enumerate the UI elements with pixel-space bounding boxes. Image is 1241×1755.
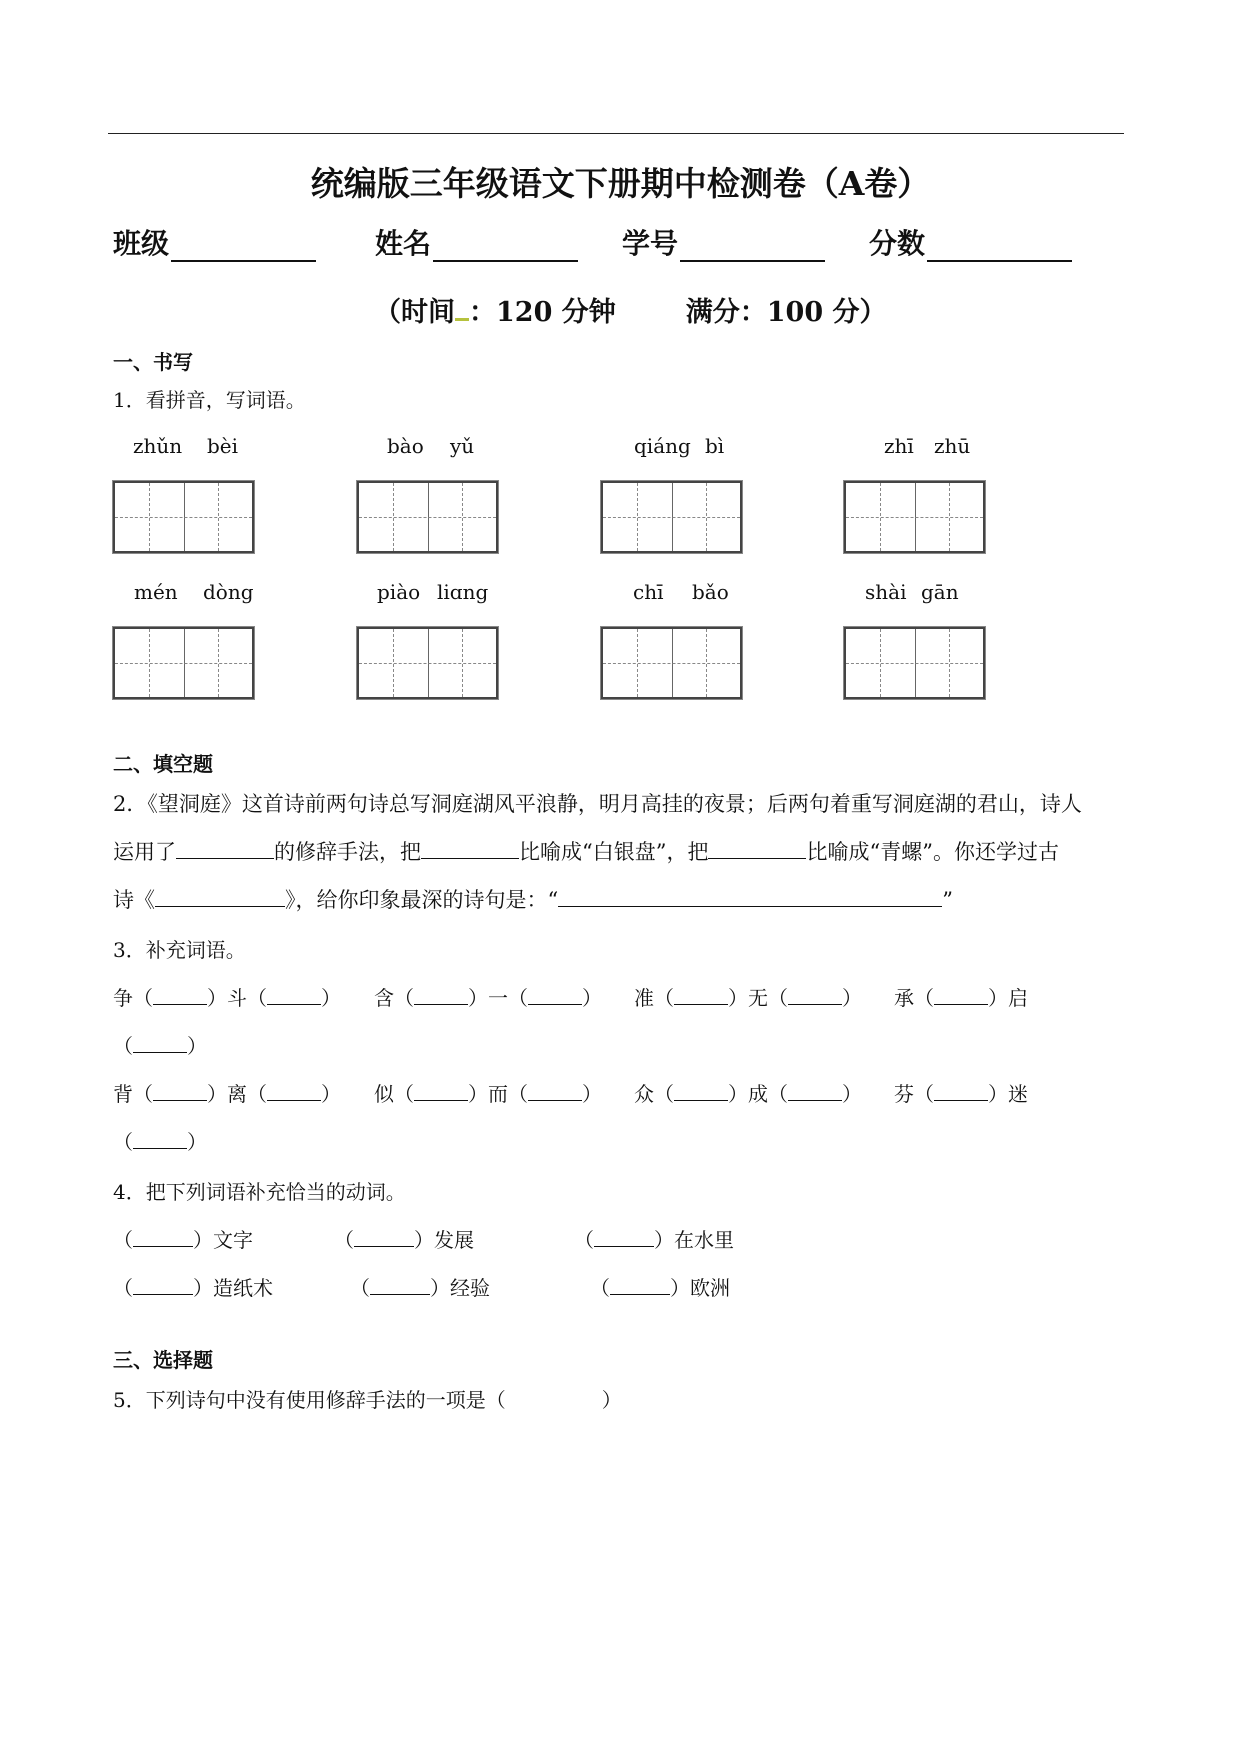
verb-item: （ ）在水里 <box>574 1228 734 1252</box>
section-choice-heading: 三、选择题 <box>113 1348 213 1372</box>
pinyin: zhǔn <box>133 434 183 458</box>
idiom-item: 准（ ）无（ ） <box>634 986 862 1010</box>
section-fill-blank-heading: 二、填空题 <box>113 752 213 776</box>
idiom-item: 背（ ）离（ ） <box>113 1082 341 1106</box>
answer-blank[interactable] <box>176 836 274 859</box>
writing-grid[interactable] <box>601 481 742 553</box>
verb-item: （ ）发展 <box>334 1228 474 1252</box>
writing-grid[interactable] <box>844 481 985 553</box>
question-3: 3．补充词语。 <box>113 938 246 962</box>
student-id-field[interactable]: 学号 <box>622 222 825 262</box>
writing-grid[interactable] <box>601 627 742 699</box>
pinyin: qiáng <box>634 434 691 458</box>
question-1: 1．看拼音，写词语。 <box>113 388 306 412</box>
top-rule <box>108 133 1124 134</box>
verb-item: （ ）经验 <box>350 1276 490 1300</box>
verb-item: （ ）欧洲 <box>590 1276 730 1300</box>
writing-grid[interactable] <box>113 481 254 553</box>
question-4: 4．把下列词语补充恰当的动词。 <box>113 1180 406 1204</box>
question-2-line-2: 运用了 的修辞手法，把 比喻成“白银盘”，把 比喻成“青螺”。你还学过古 <box>113 836 1059 866</box>
pinyin: yǔ <box>450 434 475 458</box>
pinyin: zhī <box>884 434 914 458</box>
pinyin: bǎo <box>692 580 729 604</box>
pinyin: bèi <box>207 434 239 458</box>
verb-item: （ ）造纸术 <box>113 1276 273 1300</box>
pinyin: bì <box>705 434 725 458</box>
idiom-item: 众（ ）成（ ） <box>634 1082 862 1106</box>
pinyin: liɑng <box>437 580 489 604</box>
pinyin: piào <box>377 580 421 604</box>
name-field[interactable]: 姓名 <box>375 222 578 262</box>
highlight-mark <box>455 298 469 321</box>
pinyin: gān <box>921 580 959 604</box>
idiom-item: 含（ ）一（ ） <box>374 986 602 1010</box>
pinyin: mén <box>134 580 178 604</box>
page-title: 统编版三年级语文下册期中检测卷（A卷） <box>310 164 931 203</box>
writing-grid[interactable] <box>844 627 985 699</box>
pinyin: zhū <box>934 434 971 458</box>
answer-blank[interactable] <box>558 884 942 907</box>
class-field[interactable]: 班级 <box>113 222 316 262</box>
idiom-item: 争（ ）斗（ ） <box>113 986 341 1010</box>
question-5: 5．下列诗句中没有使用修辞手法的一项是（ ） <box>113 1388 622 1412</box>
score-field[interactable]: 分数 <box>869 222 1072 262</box>
pinyin: chī <box>633 580 664 604</box>
pinyin: bào <box>387 434 424 458</box>
writing-grid[interactable] <box>357 481 498 553</box>
writing-grid[interactable] <box>113 627 254 699</box>
section-writing-heading: 一、书写 <box>113 350 193 374</box>
answer-blank[interactable] <box>155 884 285 907</box>
time-info: （时间 ：120 分钟 满分：100 分） <box>374 297 887 328</box>
idiom-item: 芬（ ）迷 <box>894 1082 1028 1106</box>
writing-grid[interactable] <box>357 627 498 699</box>
question-2-line-3: 诗《 》，给你印象最深的诗句是：“ ” <box>113 884 953 914</box>
idiom-item: 似（ ）而（ ） <box>374 1082 602 1106</box>
answer-blank[interactable] <box>421 836 519 859</box>
idiom-item-wrap: （ ） <box>113 1130 207 1154</box>
pinyin: dòng <box>203 580 254 604</box>
verb-item: （ ）文字 <box>113 1228 253 1252</box>
question-2-line-1: 2．《望洞庭》这首诗前两句诗总写洞庭湖风平浪静，明月高挂的夜景；后两句着重写洞庭湖的君山，诗人 <box>113 792 1082 816</box>
pinyin: shài <box>865 580 907 604</box>
idiom-item: 承（ ）启 <box>894 986 1028 1010</box>
answer-blank[interactable] <box>708 836 806 859</box>
idiom-item-wrap: （ ） <box>113 1034 207 1058</box>
